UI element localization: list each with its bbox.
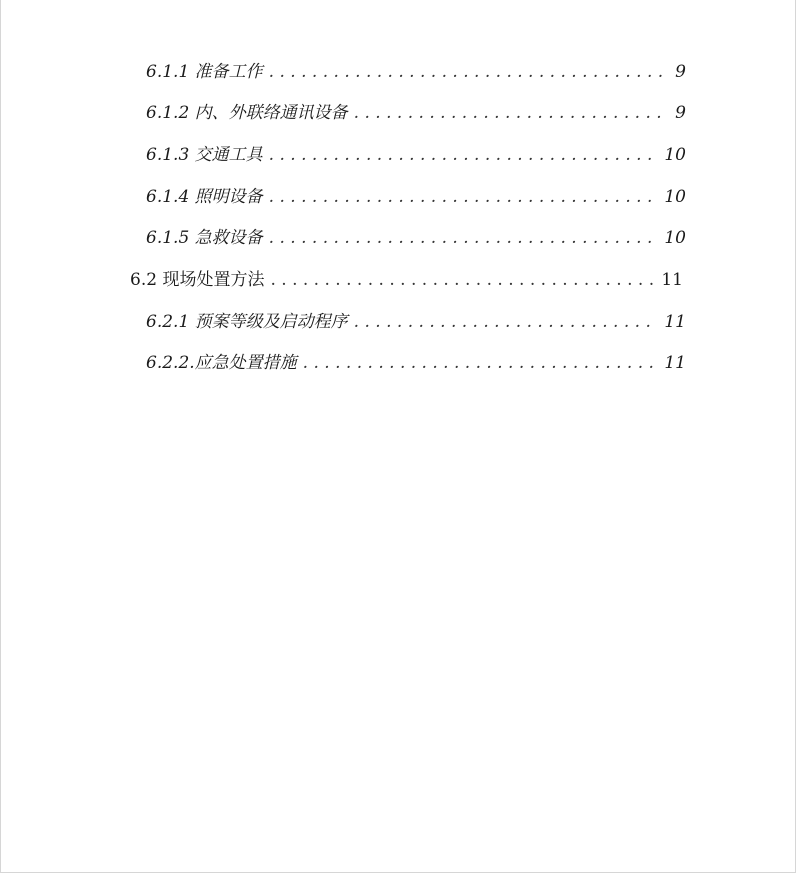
toc-dot-leader bbox=[269, 225, 657, 251]
toc-dot-leader bbox=[354, 100, 668, 126]
toc-entry-label: 6.2.1 预案等级及启动程序 bbox=[146, 312, 348, 332]
toc-entry-label: 6.1.3 交通工具 bbox=[146, 145, 263, 165]
toc-dot-leader bbox=[354, 309, 657, 335]
toc-page-number: 10 bbox=[664, 187, 686, 207]
toc-entry-6-1-2[interactable] bbox=[146, 100, 686, 126]
toc-entry-6-2-1[interactable] bbox=[146, 309, 686, 335]
toc-entry-label: 6.1.2 内、外联络通讯设备 bbox=[146, 103, 348, 123]
toc-dot-leader bbox=[269, 184, 657, 210]
toc-page-number: 9 bbox=[675, 62, 686, 82]
toc-page-number: 11 bbox=[664, 353, 686, 373]
toc-entry-6-1-4[interactable] bbox=[146, 184, 686, 210]
toc-dot-leader bbox=[269, 59, 668, 85]
toc-entry-label: 6.2 现场处置方法 bbox=[130, 270, 265, 290]
toc-dot-leader bbox=[270, 267, 653, 293]
toc-page-number: 10 bbox=[664, 228, 686, 248]
toc-page-number: 11 bbox=[664, 312, 686, 332]
toc-dot-leader bbox=[269, 142, 657, 168]
toc-page-number: 10 bbox=[664, 145, 686, 165]
toc-entry-6-1-5[interactable] bbox=[146, 225, 686, 251]
toc-entry-label: 6.1.5 急救设备 bbox=[146, 228, 263, 248]
toc-entry-6-2[interactable] bbox=[130, 267, 683, 293]
toc-entry-label: 6.1.4 照明设备 bbox=[146, 187, 263, 207]
toc-entry-6-2-2[interactable] bbox=[146, 350, 686, 376]
toc-page-number: 9 bbox=[675, 103, 686, 123]
toc-entry-6-1-3[interactable] bbox=[146, 142, 686, 168]
toc-entry-label: 6.2.2.应急处置措施 bbox=[146, 353, 297, 373]
toc-entry-6-1-1[interactable] bbox=[146, 59, 686, 85]
toc-entry-label: 6.1.1 准备工作 bbox=[146, 62, 263, 82]
toc-dot-leader bbox=[303, 350, 657, 376]
toc-page-number: 11 bbox=[661, 270, 683, 290]
